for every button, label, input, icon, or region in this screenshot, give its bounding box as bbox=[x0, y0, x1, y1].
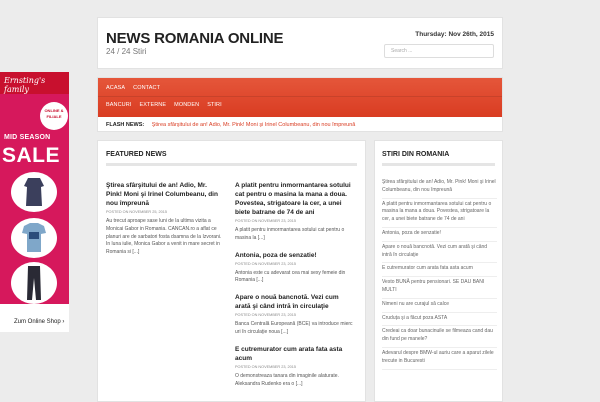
nav-item-monden[interactable]: MONDEN bbox=[174, 102, 200, 108]
ad-sale: SALE bbox=[2, 144, 61, 167]
current-date: Thursday: Nov 26th, 2015 bbox=[415, 31, 494, 38]
sidebar-link[interactable]: Ştirea sfârşitului de an! Adio, Mr. Pink! Moni şi Irinel Columbeanu, din nou împreună bbox=[382, 177, 497, 199]
search-input[interactable] bbox=[384, 44, 494, 58]
article-title[interactable]: A platit pentru inmormantarea sotului cat pentru o masina la mana a doua. Povestea, strigatoare la cer, a unei biete batrane de 74 de ani bbox=[235, 182, 351, 216]
article-title[interactable]: E cutremurator cum arata fata asta acum bbox=[235, 345, 343, 362]
nav-bar bbox=[98, 78, 502, 117]
ad-brand: Ernsting's family bbox=[4, 76, 46, 94]
ad-product-image bbox=[11, 262, 57, 304]
sidebar-link[interactable]: Apare o nouă bancnotă. Vezi cum arată şi când intră în circulaţie bbox=[382, 242, 497, 264]
site-title[interactable]: NEWS ROMANIA ONLINE bbox=[106, 30, 284, 47]
dress-icon bbox=[11, 172, 57, 212]
ad-headline: MID SEASON bbox=[4, 134, 51, 141]
ad-product-image bbox=[11, 218, 57, 258]
featured-news-title: FEATURED NEWS bbox=[106, 151, 357, 166]
sidebar-link[interactable]: E cutremurator cum arata fata asta acum bbox=[382, 263, 497, 277]
article bbox=[235, 293, 353, 337]
article-excerpt: Antonia este cu adevarat cea mai sexy femeie din Romania [...] bbox=[235, 269, 346, 284]
nav-row-bottom bbox=[106, 102, 222, 108]
article-excerpt: O demonstreaza tanara din imaginile alaturate. Aleksandra Rudenko era o [...] bbox=[235, 372, 339, 387]
nav-item-stiri[interactable]: STIRI bbox=[207, 102, 222, 108]
sidebar-link[interactable]: A platit pentru inmormantarea sotului cat pentru o masina la mana a doua. Povestea, strigatoare la cer, a unei biete batrane de 74 de ani bbox=[382, 199, 497, 228]
article-meta: POSTED ON NOVEMBER 23, 2015 bbox=[235, 364, 296, 369]
article-meta: POSTED ON NOVEMBER 23, 2015 bbox=[235, 219, 296, 223]
nav-item-acasa[interactable]: ACASA bbox=[106, 85, 126, 91]
featured-news-panel bbox=[97, 140, 366, 402]
flash-news bbox=[106, 122, 355, 128]
article bbox=[235, 251, 353, 286]
article-excerpt: Banca Centrală Europeană (BCE) va introduce mierc uri în circulaţie noua [...] bbox=[235, 321, 353, 335]
article-title[interactable]: Ştirea sfârşitului de an! Adio, Mr. Pink! Moni şi Irinel Columbeanu, din nou împreună bbox=[106, 182, 218, 207]
article-meta: POSTED ON NOVEMBER 25, 2015 bbox=[106, 210, 167, 214]
flash-news-label: FLASH NEWS: bbox=[106, 122, 145, 128]
sidebar-link[interactable]: Nimeni nu are curajul să calce bbox=[382, 299, 497, 313]
site-tagline: 24 / 24 Stiri bbox=[106, 47, 147, 56]
nav-item-bancuri[interactable]: BANCURI bbox=[106, 102, 132, 108]
article-meta: POSTED ON NOVEMBER 23, 2015 bbox=[235, 261, 296, 266]
flash-news-link[interactable]: Ştirea sfârşitului de an! Adio, Mr. Pink! Moni şi Irinel Columbeanu, din nou împreună bbox=[151, 122, 356, 128]
sidebar-link[interactable]: Vesto BUNĂ pentru pensionari. SE DAU BANI MULTI bbox=[382, 277, 497, 299]
article bbox=[235, 181, 353, 243]
sidebar-link[interactable]: Adevarul despre BMW-ul auriu care a aparut zilele trecute in Bucuresti bbox=[382, 348, 497, 370]
sidebar-stiri bbox=[374, 140, 503, 402]
tshirt-icon bbox=[11, 218, 57, 258]
sidebar-link[interactable]: Cruduța şi a făcut poza ASTA bbox=[382, 313, 497, 327]
ad-badge: ONLINE & FILIALE bbox=[40, 102, 68, 130]
article-excerpt: A platit pentru inmormantarea sotului cat pentru o masina la [...] bbox=[235, 227, 345, 241]
nav-item-contact[interactable]: CONTACT bbox=[133, 85, 161, 91]
sidebar-list bbox=[382, 177, 497, 370]
sidebar-link[interactable]: Antonia, poza de senzatie! bbox=[382, 228, 497, 242]
nav-divider bbox=[98, 96, 502, 97]
article-meta: POSTED ON NOVEMBER 23, 2015 bbox=[235, 313, 296, 318]
article bbox=[235, 345, 353, 389]
sidebar-link[interactable]: Credeai ca doar bunacinuile se filmeaza cand dau din fund pe manele? bbox=[382, 326, 497, 348]
ad-brand-bar bbox=[0, 72, 69, 94]
featured-column-right bbox=[235, 181, 353, 396]
article-excerpt: Au trecut aproape sase luni de la ultima vizita a Monicai Gabor in Romania. CANCAN.ro a aflat ce planuri are de sarbatori fosta dsamna de la Izvorani. In luna iulie, Monica Gabor a venit in mare secret in Romania si [...] bbox=[106, 218, 222, 256]
article-title[interactable]: Apare o nouă bancnotă. Vezi cum arată şi când intră în circulaţie bbox=[235, 294, 339, 311]
featured-column-left bbox=[106, 181, 224, 265]
ad-banner[interactable] bbox=[0, 72, 69, 332]
ad-product-image bbox=[11, 172, 57, 212]
pants-icon bbox=[11, 262, 57, 304]
article-title[interactable]: Antonia, poza de senzatie! bbox=[235, 251, 317, 259]
sidebar-title: STIRI DIN ROMANIA bbox=[382, 151, 495, 166]
main-navigation bbox=[97, 77, 503, 132]
nav-item-externe[interactable]: EXTERNE bbox=[139, 102, 167, 108]
site-header bbox=[97, 17, 503, 69]
nav-row-top bbox=[106, 85, 160, 91]
ad-shop-link[interactable]: Zum Online Shop › bbox=[14, 319, 65, 325]
article bbox=[106, 181, 224, 257]
